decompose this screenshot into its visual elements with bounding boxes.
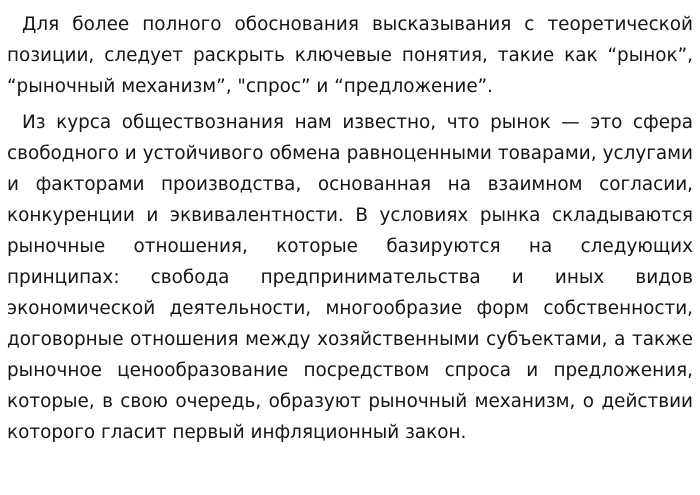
document-body — [7, 9, 693, 448]
paragraph-1: Для более полного обоснования высказывания с теоретической позиции, следует раскрыть ключевые понятия, такие как “рынок”, “рыночный механизм”, "спрос” и “предложение”. — [7, 14, 693, 97]
paragraph-2: Из курса обществознания нам известно, что рынок — это сфера свободного и устойчивого обмена равноценными товарами, услугами и факторами производства, основанная на взаимном согласии, конкуренции и эквивалентности. В условиях рынка складываются рыночные отношения, которые базируются на следующих принципах: свобода предпринимательства и иных видов экономической деятельности, многообразие форм собственности, договорные отношения между хозяйственными субъектами, а также рыночное ценообразование посредством спроса и предложения, которые, в свою очередь, образуют рыночный механизм, о действии которого гласит первый инфляционный закон. — [7, 112, 693, 443]
